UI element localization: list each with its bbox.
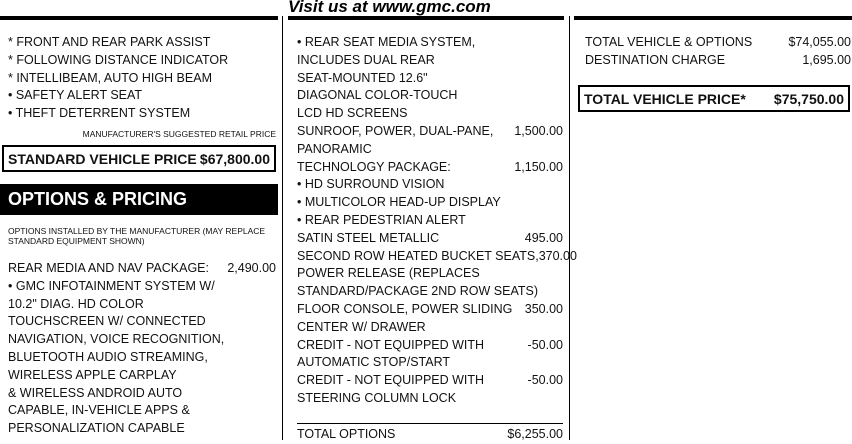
option-row: • MULTICOLOR HEAD-UP DISPLAY xyxy=(297,195,501,210)
option-row: INCLUDES DUAL REAR xyxy=(297,52,435,67)
website-url: Visit us at www.gmc.com xyxy=(288,0,491,16)
column-divider-1 xyxy=(282,16,283,440)
option-row: • REAR PEDESTRIAN ALERT xyxy=(297,212,466,227)
package-line: & WIRELESS ANDROID AUTO xyxy=(8,385,183,400)
total-options-rule xyxy=(297,423,563,424)
equipment-item: • THEFT DETERRENT SYSTEM xyxy=(8,106,191,121)
option-row: • REAR SEAT MEDIA SYSTEM, xyxy=(297,35,476,49)
total-options-value: $6,255.00 xyxy=(507,427,563,441)
total-options-label: TOTAL OPTIONS xyxy=(297,427,396,441)
options-note-line: OPTIONS INSTALLED BY THE MANUFACTURER (MAY REPLACE xyxy=(8,226,266,236)
option-row: LCD HD SCREENS xyxy=(297,106,408,121)
option-row: CREDIT - NOT EQUIPPED WITH -50.00 xyxy=(297,337,563,352)
package-line: TOUCHSCREEN W/ CONNECTED xyxy=(8,314,206,329)
options-pricing-heading: OPTIONS & PRICING xyxy=(0,184,278,215)
summary-value: 1,695.00 xyxy=(802,52,851,67)
option-row: • HD SURROUND VISION xyxy=(297,177,445,192)
top-rule-right xyxy=(574,16,852,20)
package-price: 2,490.00 xyxy=(227,261,276,275)
total-vehicle-price-box xyxy=(578,85,850,112)
package-line: • GMC INFOTAINMENT SYSTEM W/ xyxy=(8,278,215,293)
standard-equipment-list xyxy=(8,34,278,123)
package-line: WIRELESS APPLE CARPLAY xyxy=(8,367,177,382)
standard-vehicle-price-box xyxy=(2,145,276,172)
standard-price-label: STANDARD VEHICLE PRICE xyxy=(8,150,197,167)
totals-summary xyxy=(585,34,851,70)
option-row: STEERING COLUMN LOCK xyxy=(297,390,457,405)
msrp-caption: MANUFACTURER'S SUGGESTED RETAIL PRICE xyxy=(82,129,276,139)
options-list xyxy=(297,34,577,408)
package-line: NAVIGATION, VOICE RECOGNITION, xyxy=(8,332,225,347)
equipment-item: * FOLLOWING DISTANCE INDICATOR xyxy=(8,52,229,67)
package-line: CAPABLE, IN-VEHICLE APPS & xyxy=(8,403,190,418)
total-price-value: $75,750.00 xyxy=(773,90,844,107)
option-row: POWER RELEASE (REPLACES xyxy=(297,266,480,281)
equipment-item: • SAFETY ALERT SEAT xyxy=(8,88,143,103)
options-note-line: STANDARD EQUIPMENT SHOWN) xyxy=(8,236,145,246)
package-label: REAR MEDIA AND NAV PACKAGE: xyxy=(8,261,209,275)
option-row: TECHNOLOGY PACKAGE: 1,150.00 xyxy=(297,159,563,174)
equipment-item: * INTELLIBEAM, AUTO HIGH BEAM xyxy=(8,70,212,85)
option-row: PANORAMIC xyxy=(297,141,372,156)
option-row: SUNROOF, POWER, DUAL-PANE, 1,500.00 xyxy=(297,123,563,138)
summary-row xyxy=(585,34,851,52)
equipment-item: * FRONT AND REAR PARK ASSIST xyxy=(8,35,211,49)
option-row: SEAT-MOUNTED 12.6" xyxy=(297,70,428,85)
option-row: DIAGONAL COLOR-TOUCH xyxy=(297,88,458,103)
total-price-label: TOTAL VEHICLE PRICE* xyxy=(584,90,746,107)
option-row: SECOND ROW HEATED BUCKET SEATS, 370.00 xyxy=(297,248,577,263)
option-row: CREDIT - NOT EQUIPPED WITH -50.00 xyxy=(297,373,563,388)
option-row: AUTOMATIC STOP/START xyxy=(297,355,451,370)
option-row: FLOOR CONSOLE, POWER SLIDING 350.00 xyxy=(297,301,563,316)
option-row: SATIN STEEL METALLIC 495.00 xyxy=(297,230,563,245)
package-header xyxy=(8,260,276,278)
total-options-row xyxy=(297,426,563,444)
options-note xyxy=(8,226,265,246)
column-divider-2 xyxy=(569,16,570,440)
package-line: 10.2" DIAG. HD COLOR xyxy=(8,296,144,311)
summary-value: $74,055.00 xyxy=(788,35,851,49)
standard-price-value: $67,800.00 xyxy=(199,150,270,167)
top-rule-middle xyxy=(288,16,564,20)
summary-label: TOTAL VEHICLE & OPTIONS xyxy=(585,35,753,49)
option-row: STANDARD/PACKAGE 2ND ROW SEATS) xyxy=(297,284,539,299)
option-row: CENTER W/ DRAWER xyxy=(297,319,426,334)
summary-row xyxy=(585,52,851,70)
package-line: BLUETOOTH AUDIO STREAMING, xyxy=(8,349,208,364)
rear-media-nav-package xyxy=(8,260,276,438)
package-line: PERSONALIZATION CAPABLE xyxy=(8,421,185,436)
summary-label: DESTINATION CHARGE xyxy=(585,52,726,67)
top-rule-left xyxy=(0,16,278,20)
